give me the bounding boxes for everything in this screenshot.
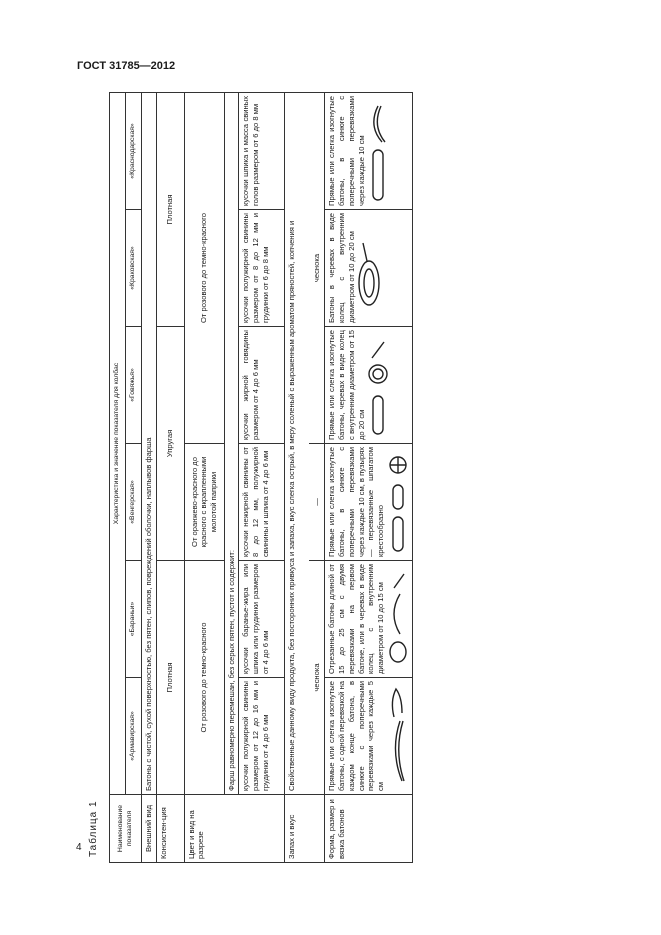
shape-armavir bbox=[325, 678, 412, 795]
mince-vengerskaya: кусочки нежирной свинины от 8 до 12 мм, полужирной свинины и шпика от 4 до 6 мм bbox=[239, 444, 285, 561]
shape-krakovskaya-text: Батоны в черевах в виде колец с внутренним диаметром от 10 до 20 см bbox=[327, 213, 356, 323]
vengerskaya-sausage-drawing bbox=[386, 447, 410, 557]
shape-krasnodarskaya bbox=[325, 93, 412, 210]
col-header-baranii: «Бараньи» bbox=[126, 561, 142, 678]
shape-krakovskaya bbox=[325, 210, 412, 327]
shape-vengerskaya-text: Прямые или слегка изогнутые батоны, в синюге с поперечными перевязками через каждые 10 см, в пузырях — перевязанные шпагатом крестообразно bbox=[327, 447, 386, 557]
col-header-krakovskaya: «Краковская» bbox=[126, 210, 142, 327]
standard-header: ГОСТ 31785—2012 bbox=[77, 60, 176, 72]
row-label-consistency: Консистен-ция bbox=[156, 795, 184, 863]
colour-value-b: От оранжево-красного до красного с вкрапленными молотой паприки bbox=[184, 444, 224, 561]
consistency-value-a: Плотная bbox=[156, 561, 184, 795]
shape-krasnodarskaya-text: Прямые или слегка изогнутые батоны, в синюге с поперечными перевязками через каждые 10 см bbox=[327, 96, 366, 206]
mince-govyazhya: кусочки жирной говядины размером от 4 до 6 мм bbox=[239, 327, 285, 444]
page-number: 4 bbox=[76, 842, 82, 853]
mince-description: Фарш равномерно перемешан, без серых пятен, пустот и содержит: bbox=[224, 93, 239, 795]
smell-garlic-b: чеснока bbox=[309, 93, 325, 444]
rotated-table-region bbox=[88, 96, 661, 863]
shape-baranii bbox=[325, 561, 412, 678]
smell-value: Свойственные данному виду продукта, без посторонних привкуса и запаха, вкус слегка острый, в меру соленый с выраженным ароматом пряностей, копчения и bbox=[285, 93, 309, 795]
mince-armavir: кусочки полужирной свинины размером от 12 до 16 мм и грудинки от 4 до 6 мм bbox=[239, 678, 285, 795]
krakovskaya-sausage-drawing bbox=[357, 213, 381, 323]
col-header-vengerskaya: «Венгерская» bbox=[126, 444, 142, 561]
indicator-header: Наименование показателя bbox=[110, 795, 142, 863]
shape-armavir-text: Прямые или слегка изогнутые батоны, с одной перевязкой на каждом конце батона, в синюге с поперечными перевязками через каждые 5 см bbox=[327, 681, 386, 791]
baranii-sausage-drawing bbox=[386, 564, 410, 674]
row-label-appearance: Внешний вид bbox=[142, 795, 157, 863]
row-label-smell: Запах и вкус bbox=[285, 795, 325, 863]
colour-value-a: От розового до темно-красного bbox=[184, 561, 224, 795]
govyazhya-sausage-drawing bbox=[366, 330, 390, 440]
specification-table bbox=[109, 92, 413, 863]
consistency-value-c: Плотная bbox=[156, 93, 184, 327]
row-label-color: Цвет и вид на разрезе bbox=[184, 795, 285, 863]
shape-govyazhya-text: Прямые или слегка изогнутые батоны, черевах в виде колец с внутренним диаметром от 15 до 20 см bbox=[327, 330, 366, 440]
appearance-value: Батоны с чистой, сухой поверхностью, без пятен, слипов, повреждений оболочки, наплывов фарша bbox=[142, 93, 157, 795]
consistency-value-b: Упругая bbox=[156, 327, 184, 561]
armavir-sausage-drawing bbox=[386, 681, 410, 791]
mince-baranii: кусочки баранье-жира или шпика или грудинки размером от 4 до 6 мм bbox=[239, 561, 285, 678]
table-caption: Таблица 1 bbox=[88, 800, 99, 857]
col-header-armavir: «Армавирская» bbox=[126, 678, 142, 795]
shape-govyazhya bbox=[325, 327, 412, 444]
krasnodarskaya-sausage-drawing bbox=[366, 96, 390, 206]
mince-krasnodarskaya: кусочки шпика и масса свиных голов размером от 6 до 8 мм bbox=[239, 93, 285, 210]
colour-value-c: От розового до темно-красного bbox=[184, 93, 224, 444]
col-group-header: Характеристика и значение показателя для колбас bbox=[110, 93, 126, 795]
col-header-govyazhya: «Говяжья» bbox=[126, 327, 142, 444]
smell-dash: — bbox=[309, 444, 325, 561]
smell-garlic-a: чеснока bbox=[309, 561, 325, 795]
col-header-krasnodarskaya: «Краснодарская» bbox=[126, 93, 142, 210]
mince-krakovskaya: кусочки полужирной свинины размером от 8 до 12 мм и грудинки от 6 до 8 мм bbox=[239, 210, 285, 327]
shape-vengerskaya bbox=[325, 444, 412, 561]
row-label-shape: Форма, размер и вязка батонов bbox=[325, 795, 412, 863]
shape-baranii-text: Отрезанные батоны длиной от 15 до 25 см с двумя перевязками на первом батоне, или в черевах в виде колец с внутренним диаметром от 10 до 15 см bbox=[327, 564, 386, 674]
